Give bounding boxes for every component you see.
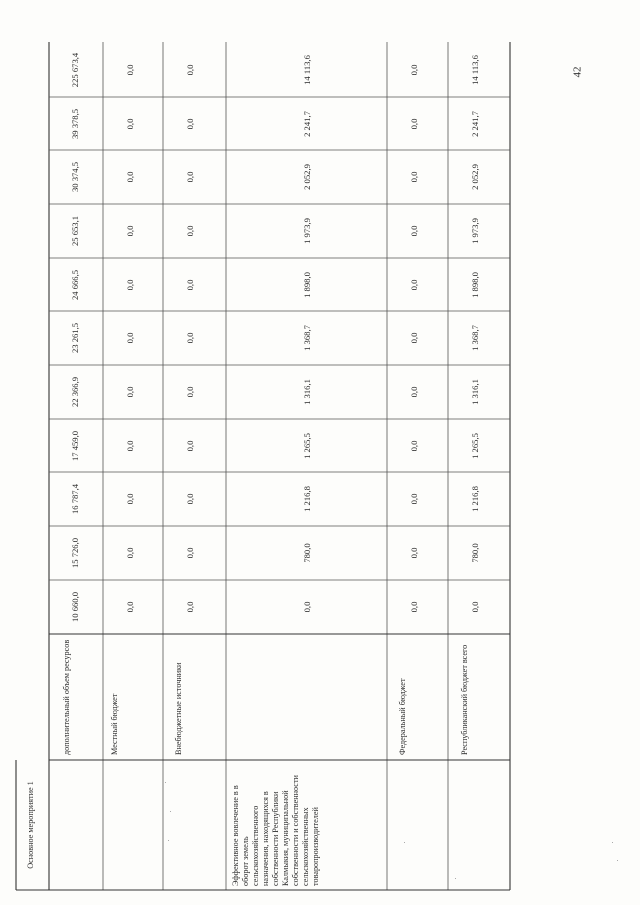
table-cell: 0,0 xyxy=(185,118,195,129)
table-cell: 2 241,7 xyxy=(470,110,480,137)
table-cell: 0,0 xyxy=(125,171,135,183)
table-cell: 0,0 xyxy=(409,440,419,451)
row-header-label: Местный бюджет xyxy=(110,693,119,755)
table-cell: 15 726,0 xyxy=(70,537,80,569)
table-cell: 14 113,6 xyxy=(302,54,312,85)
table-cell: 0,0 xyxy=(409,171,419,183)
table-cell: 0,0 xyxy=(185,279,195,290)
table-cell: 0,0 xyxy=(185,64,195,75)
table-cell: 0,0 xyxy=(185,332,195,344)
table-cell: 225 673,4 xyxy=(70,52,80,87)
table-cell: 1 973,9 xyxy=(470,218,480,244)
row-header-label: Внебюджетные источники xyxy=(174,662,183,755)
table-cell: 22 366,9 xyxy=(70,376,80,408)
table-cell: 1 973,9 xyxy=(302,218,312,244)
table-cell: 1 368,7 xyxy=(470,325,480,351)
table-cell: 0,0 xyxy=(125,118,135,129)
table-cell: 0,0 xyxy=(125,547,135,559)
table-cell: 0,0 xyxy=(125,64,135,75)
table-cell: 2 052,9 xyxy=(302,164,312,190)
table-cell: 1 216,8 xyxy=(470,486,480,512)
table-cell: 0,0 xyxy=(185,225,195,237)
table-cell: 16 787,4 xyxy=(70,483,80,515)
table-cell: 0,0 xyxy=(185,440,195,451)
table-cell: 0,0 xyxy=(125,225,135,237)
table-cell: 0,0 xyxy=(470,601,480,613)
table-cell: 780,0 xyxy=(302,543,312,563)
table-cell: 0,0 xyxy=(125,601,135,613)
table-cell: 2 241,7 xyxy=(302,110,312,137)
page-number: 42 xyxy=(571,66,584,78)
table-cell: 2 052,9 xyxy=(470,164,480,190)
table-cell: 14 113,6 xyxy=(470,54,480,85)
table-cell: 0,0 xyxy=(409,225,419,237)
row-header-label: Республиканский бюджет всего xyxy=(460,644,469,755)
event-title: Основное мероприятие 1 xyxy=(26,781,35,869)
table-cell: 0,0 xyxy=(185,493,195,505)
table-cell: 0,0 xyxy=(125,493,135,505)
table-cell: 0,0 xyxy=(125,279,135,290)
table-cell: 0,0 xyxy=(409,601,419,613)
table-cell: 24 666,5 xyxy=(70,269,80,300)
table-cell: 39 378,5 xyxy=(70,108,80,139)
table-cell: 0,0 xyxy=(409,386,419,398)
table-cell: 1 265,5 xyxy=(470,432,480,459)
table-cell: 17 459,0 xyxy=(70,430,80,461)
table-cell: 0,0 xyxy=(409,118,419,129)
table-cell: 0,0 xyxy=(409,64,419,75)
table-cell: 0,0 xyxy=(125,386,135,398)
table-cell: 0,0 xyxy=(185,171,195,183)
table-cell: 0,0 xyxy=(125,332,135,344)
table-cell: 30 374,5 xyxy=(70,161,80,193)
table-cell: 0,0 xyxy=(409,493,419,505)
table-cell: 0,0 xyxy=(185,547,195,559)
table-cell: 1 898,0 xyxy=(302,271,312,298)
table-cell: 780,0 xyxy=(470,543,480,563)
table-cell: 1 316,1 xyxy=(470,379,480,405)
row-header-label: Федеральный бюджет xyxy=(398,678,407,755)
table-cell: 0,0 xyxy=(185,601,195,613)
table-cell: 0,0 xyxy=(302,601,312,613)
table-cell: 25 653,1 xyxy=(70,215,80,247)
table-cell: 0,0 xyxy=(409,279,419,290)
table-cell: 0,0 xyxy=(409,332,419,344)
table-cell: 1 368,7 xyxy=(302,325,312,351)
row-header-label: дополнительный объем ресурсов xyxy=(62,639,71,755)
event-description: Эффективное вовлечение в в оборот земель сельскохозяйственного назначения, находящихся в собственности Республики Калмыкия, муниципальной собственности и собственности сельскохозяйственных товаропроизводителей xyxy=(231,775,320,886)
table-cell: 1 265,5 xyxy=(302,432,312,459)
table-cell: 1 216,8 xyxy=(302,486,312,512)
table-cell: 23 261,5 xyxy=(70,322,80,354)
table-cell: 0,0 xyxy=(185,386,195,398)
table-cell: 1 316,1 xyxy=(302,379,312,405)
table-cell: 1 898,0 xyxy=(470,271,480,298)
table-cell: 0,0 xyxy=(409,547,419,559)
table-cell: 0,0 xyxy=(125,440,135,451)
table-cell: 10 660,0 xyxy=(70,591,80,623)
